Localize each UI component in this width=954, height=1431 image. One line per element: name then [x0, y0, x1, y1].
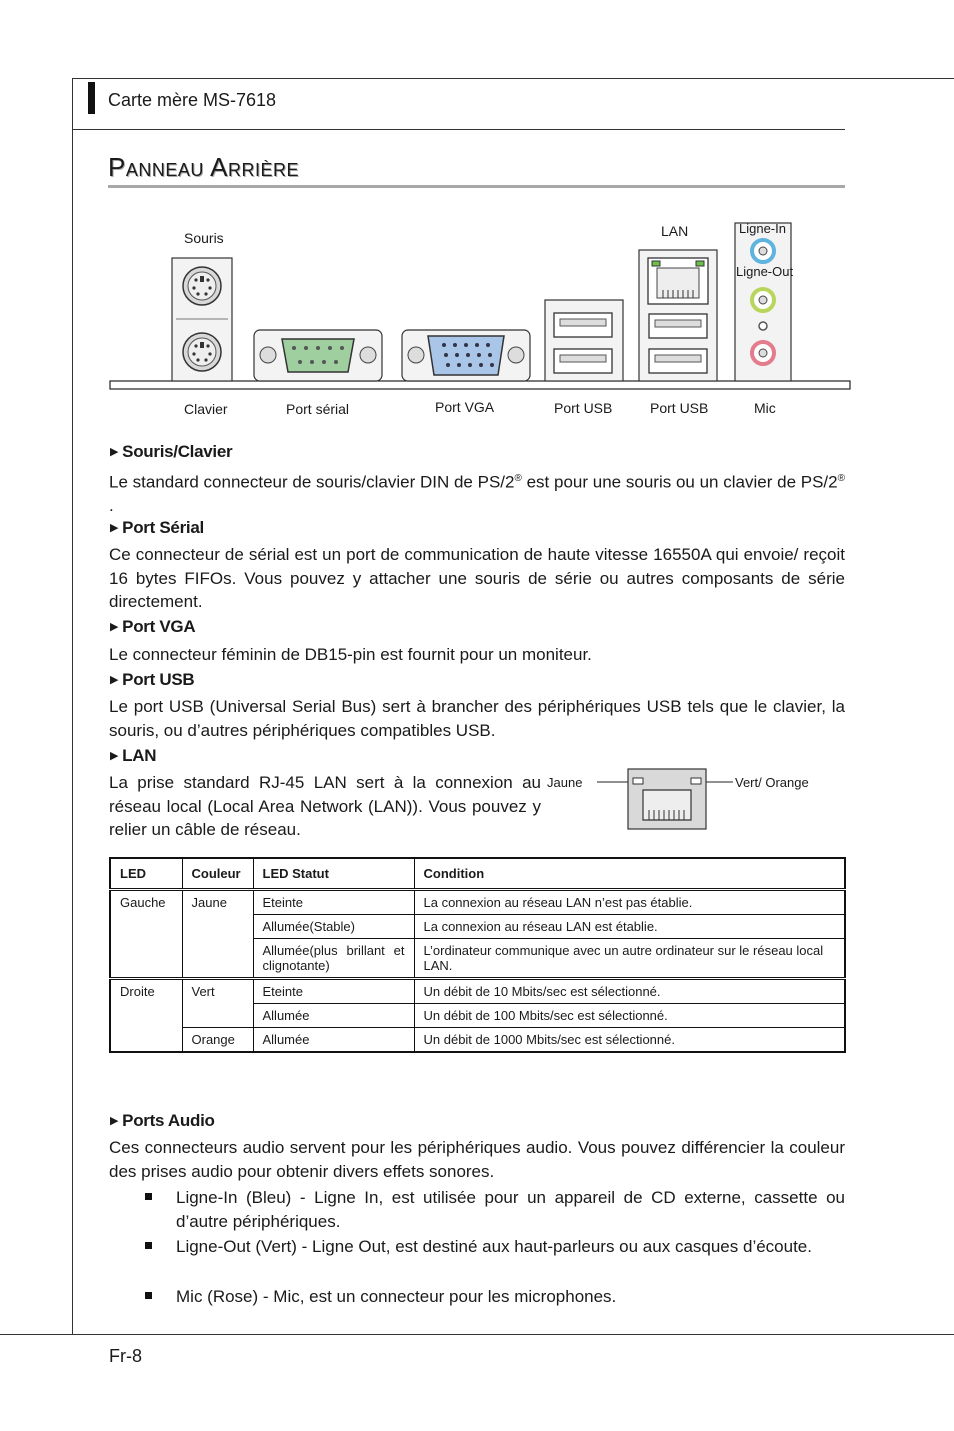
bullet-square-icon: [145, 1242, 152, 1249]
label-souris: Souris: [184, 230, 224, 246]
table-cell-statut: Allumée(plus brillant et clignotante): [253, 939, 414, 979]
list-item: Ligne-Out (Vert) - Ligne Out, est destiné aux haut-parleurs ou aux casques d’écoute.: [145, 1235, 845, 1283]
arrow-right-icon: ▶: [110, 621, 119, 633]
header-rule: [72, 129, 845, 130]
paragraph-souris-clavier: Le standard connecteur de souris/clavier DIN de PS/2® est pour une souris ou un clavier de PS/2® .: [109, 472, 845, 516]
section-title: Panneau Arrière: [108, 152, 299, 182]
heading-port-vga: ▶ Port VGA: [110, 617, 196, 636]
paragraph-lan: La prise standard RJ-45 LAN sert à la connexion au réseau local (Local Area Network (LAN)). Vous pouvez y relier un câble de réseau.: [109, 773, 541, 839]
arrow-right-icon: ▶: [110, 522, 119, 534]
heading-souris-clavier: ▶ Souris/Clavier: [110, 442, 233, 461]
arrow-right-icon: ▶: [110, 674, 119, 686]
table-cell-condition: La connexion au réseau LAN est établie.: [414, 915, 845, 939]
paragraph-port-serial: Ce connecteur de sérial est un port de communication de haute vitesse 16550A qui envoie/ reçoit 16 bytes FIFOs. Vous pouvez y attacher une souris de série ou autres composants de série directement.: [109, 545, 845, 611]
table-cell-couleur: Orange: [182, 1028, 253, 1053]
vga-port-icon: [402, 330, 530, 381]
table-row: [110, 890, 845, 915]
table-cell-condition: Un débit de 100 Mbits/sec est sélectionné.: [414, 1004, 845, 1028]
paragraph-port-vga: Le connecteur féminin de DB15-pin est fournit pour un moniteur.: [109, 645, 592, 664]
lan-label-vert-orange: Vert/ Orange: [735, 775, 809, 790]
title-rule: [108, 185, 845, 188]
table-header-condition: Condition: [414, 858, 845, 890]
arrow-right-icon: ▶: [110, 1115, 119, 1127]
table-cell-couleur: Jaune: [182, 890, 253, 979]
lan-jack-figure: [547, 760, 847, 835]
header-marker: [88, 82, 95, 114]
label-port-usb-1: Port USB: [554, 400, 613, 416]
label-port-usb-2: Port USB: [650, 400, 709, 416]
table-cell-condition: L’ordinateur communique avec un autre ordinateur sur le réseau local LAN.: [414, 939, 845, 979]
ps2-ports-icon: [172, 258, 232, 381]
lan-led-table: [109, 857, 846, 1053]
arrow-right-icon: ▶: [110, 446, 119, 458]
running-header: Carte mère MS-7618: [108, 90, 277, 110]
list-item: Mic (Rose) - Mic, est un connecteur pour les microphones.: [145, 1285, 845, 1309]
heading-port-usb: ▶ Port USB: [110, 670, 195, 689]
table-cell-statut: Eteinte: [253, 979, 414, 1004]
serial-port-icon: [254, 330, 382, 381]
table-cell-statut: Allumée(Stable): [253, 915, 414, 939]
page-number: Fr-8: [109, 1346, 142, 1366]
table-cell-condition: Un débit de 1000 Mbits/sec est sélectionné.: [414, 1028, 845, 1053]
label-ligne-in: Ligne-In: [739, 221, 786, 236]
heading-lan: ▶ LAN: [110, 746, 157, 765]
back-panel-diagram: [108, 218, 853, 423]
list-item: Ligne-In (Bleu) - Ligne In, est utilisée pour un appareil de CD externe, cassette ou d’autre périphériques.: [145, 1186, 845, 1234]
table-row: [110, 979, 845, 1004]
table-cell-led: Gauche: [110, 890, 182, 979]
heading-ports-audio: ▶ Ports Audio: [110, 1111, 215, 1130]
usb-ports-icon: [545, 300, 623, 381]
table-cell-statut: Allumée: [253, 1004, 414, 1028]
paragraph-port-usb: Le port USB (Universal Serial Bus) sert à brancher des périphériques USB tels que le clavier, la souris, ou d’autres périphériques compatibles USB.: [109, 697, 845, 740]
table-cell-led: Droite: [110, 979, 182, 1053]
page-frame-top: [72, 78, 954, 79]
lan-label-jaune: Jaune: [547, 775, 583, 790]
table-cell-couleur: Vert: [182, 979, 253, 1028]
table-cell-statut: Eteinte: [253, 890, 414, 915]
table-header-statut: LED Statut: [253, 858, 414, 890]
label-ligne-out: Ligne-Out: [736, 264, 794, 279]
table-cell-condition: La connexion au réseau LAN n’est pas établie.: [414, 890, 845, 915]
bullet-square-icon: [145, 1193, 152, 1200]
audio-jacks-icon: [735, 223, 794, 381]
table-header-couleur: Couleur: [182, 858, 253, 890]
heading-port-serial: ▶ Port Sérial: [110, 518, 204, 537]
page-frame-left: [72, 78, 73, 1335]
label-port-serial: Port sérial: [286, 401, 350, 417]
lan-jack-icon: [547, 760, 847, 835]
table-cell-statut: Allumée: [253, 1028, 414, 1053]
table-row: [110, 1028, 845, 1053]
paragraph-ports-audio: Ces connecteurs audio servent pour les périphériques audio. Vous pouvez différencier la couleur des prises audio pour obtenir divers effets sonores.: [109, 1138, 845, 1181]
table-header-led: LED: [110, 858, 182, 890]
table-header-row: [110, 858, 845, 890]
label-clavier: Clavier: [184, 401, 228, 417]
arrow-right-icon: ▶: [110, 750, 119, 762]
label-lan: LAN: [661, 223, 689, 239]
page-frame-bottom: [0, 1334, 954, 1335]
label-port-vga: Port VGA: [435, 399, 495, 415]
label-mic: Mic: [754, 400, 776, 416]
back-panel-drawing: [108, 218, 853, 423]
panel-base-plate: [110, 381, 850, 389]
lan-usb-ports-icon: [639, 250, 717, 381]
table-cell-condition: Un débit de 10 Mbits/sec est sélectionné.: [414, 979, 845, 1004]
bullet-square-icon: [145, 1292, 152, 1299]
